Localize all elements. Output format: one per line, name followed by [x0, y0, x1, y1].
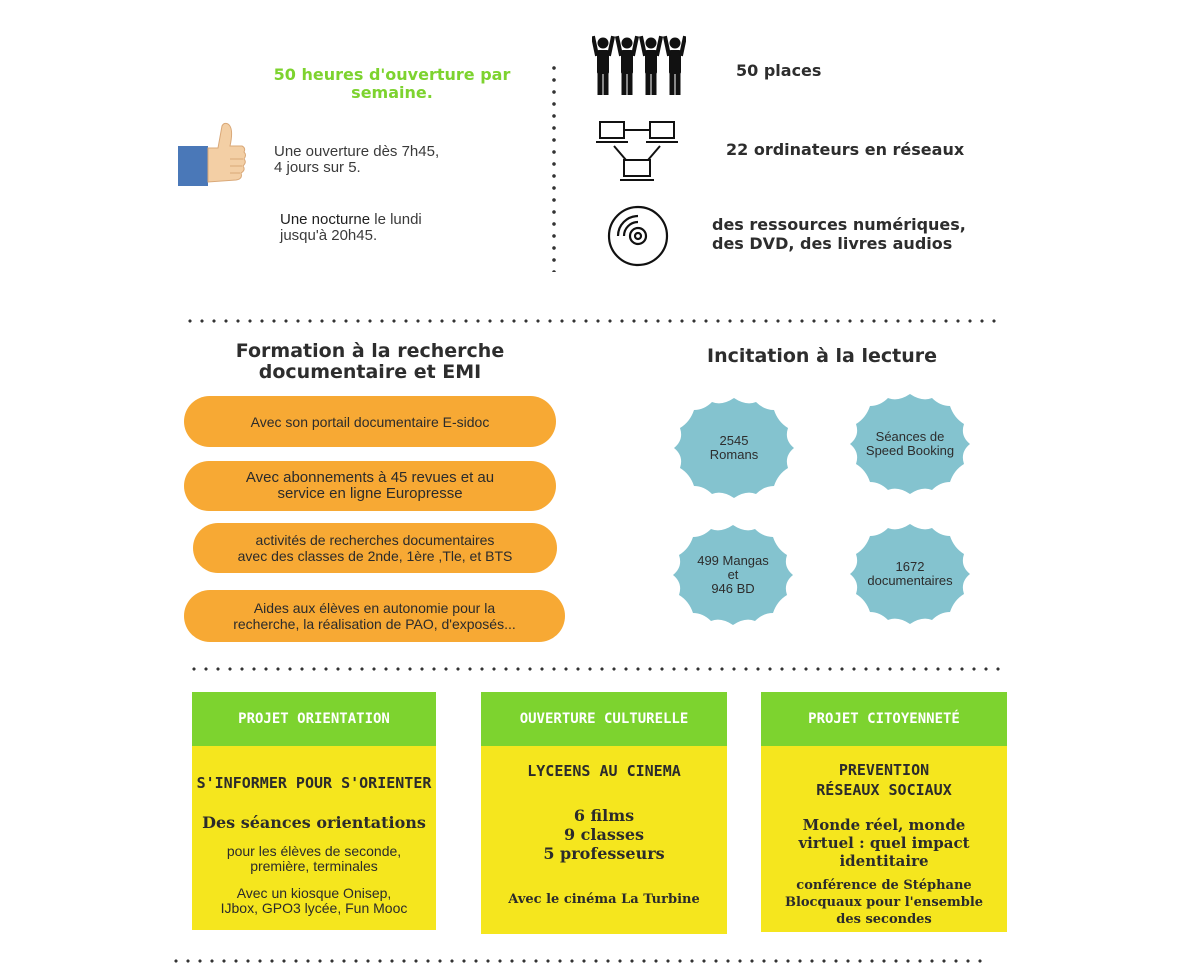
- opening-line-1: Une ouverture dès 7h45,: [274, 143, 440, 160]
- nocturne-text: [280, 212, 422, 244]
- formation-item-autonomy: [184, 590, 565, 642]
- pill-2-line-2: service en ligne Europresse: [277, 485, 463, 502]
- computers-label: 22 ordinateurs en réseaux: [726, 140, 965, 159]
- badge-1-line-2: Romans: [709, 447, 759, 462]
- pill-4-line-2: recherche, la réalisation de PAO, d'exposés...: [233, 616, 516, 632]
- nocturne-strong: Une nocturne: [280, 211, 371, 228]
- citizenship-subtitle: [761, 816, 1007, 870]
- orientation-text-1-line-2: première, terminales: [250, 858, 378, 874]
- badge-mangas-bd: [671, 523, 795, 627]
- thumbs-up-icon: [178, 122, 248, 188]
- formation-item-activities: [193, 523, 557, 573]
- badge-3-line-2: et: [727, 567, 739, 582]
- nocturne-line-2: jusqu'à 20h45.: [280, 227, 378, 244]
- nocturne-rest: le lundi: [370, 211, 422, 228]
- badge-speed-booking: [848, 392, 972, 496]
- vertical-divider: [550, 62, 558, 272]
- formation-title: [190, 341, 550, 383]
- divider-2: [188, 666, 1004, 672]
- formation-title-line-1: Formation à la recherche: [235, 340, 505, 362]
- pill-2-line-1: Avec abonnements à 45 revues et au: [245, 469, 495, 486]
- citizenship-conference: [761, 877, 1007, 928]
- network-computers-icon: [594, 120, 682, 184]
- citizenship-header: PROJET CITOYENNETÉ: [761, 692, 1007, 746]
- badge-4-line-2: documentaires: [867, 573, 953, 588]
- lecture-title: Incitation à la lecture: [707, 345, 937, 367]
- orientation-text-1-line-1: pour les élèves de seconde,: [226, 843, 402, 859]
- orientation-text-2-line-2: IJbox, GPO3 lycée, Fun Mooc: [220, 900, 408, 916]
- citizenship-sub-line-2: virtuel : quel impact: [798, 834, 970, 852]
- citizenship-conf-line-2: Blocquaux pour l'ensemble: [784, 895, 984, 910]
- culture-title: LYCEENS AU CINEMA: [527, 762, 681, 780]
- citizenship-conf-line-3: des secondes: [836, 912, 932, 927]
- citizenship-title-line-2: RÉSEAUX SOCIAUX: [816, 781, 952, 799]
- citizenship-conf-line-1: conférence de Stéphane: [796, 878, 972, 893]
- citizenship-sub-line-1: Monde réel, monde: [802, 816, 966, 834]
- badge-3-line-1: 499 Mangas: [697, 553, 769, 568]
- badge-documentaires: [848, 522, 972, 626]
- resources-line-2: des DVD, des livres audios: [712, 234, 953, 253]
- culture-teachers: 5 professeurs: [543, 844, 665, 863]
- culture-stats: [481, 806, 727, 863]
- divider-3: [170, 958, 988, 964]
- badge-romans: [672, 396, 796, 500]
- orientation-title: S'INFORMER POUR S'ORIENTER: [196, 774, 432, 792]
- formation-item-esidoc: [184, 396, 556, 447]
- badge-4-line-1: 1672: [895, 559, 925, 574]
- badge-3-line-3: 946 BD: [711, 581, 755, 596]
- places-label: 50 places: [736, 61, 822, 80]
- citizenship-title: [761, 760, 1007, 800]
- badge-2-line-2: Speed Booking: [865, 443, 955, 458]
- citizenship-title-line-1: PREVENTION: [838, 761, 930, 779]
- orientation-card: [192, 746, 436, 930]
- hours-headline: 50 heures d'ouverture par semaine.: [273, 65, 511, 102]
- culture-classes: 9 classes: [563, 825, 645, 844]
- resources-line-1: des ressources numériques,: [712, 215, 966, 234]
- culture-header: OUVERTURE CULTURELLE: [481, 692, 727, 746]
- culture-footer: Avec le cinéma La Turbine: [508, 892, 700, 907]
- divider-1: [184, 318, 1000, 324]
- citizenship-sub-line-3: identitaire: [839, 852, 929, 870]
- orientation-subtitle: Des séances orientations: [202, 813, 426, 832]
- orientation-header: PROJET ORIENTATION: [192, 692, 436, 746]
- citizenship-card: [761, 746, 1007, 932]
- pill-3-line-1: activités de recherches documentaires: [255, 532, 495, 548]
- badge-1-line-1: 2545: [719, 433, 749, 448]
- people-icon: [592, 34, 686, 96]
- formation-title-line-2: documentaire et EMI: [258, 361, 482, 383]
- disc-icon: [606, 204, 670, 268]
- opening-text: [274, 144, 439, 176]
- pill-3-line-2: avec des classes de 2nde, 1ère ,Tle, et BTS: [237, 548, 513, 564]
- orientation-text-1: [192, 844, 436, 874]
- culture-card: [481, 746, 727, 934]
- orientation-text-2-line-1: Avec un kiosque Onisep,: [236, 885, 392, 901]
- formation-item-europresse: [184, 461, 556, 511]
- badge-2-line-1: Séances de: [875, 429, 945, 444]
- pill-1-line-1: Avec son portail documentaire E-sidoc: [250, 413, 490, 430]
- opening-line-2: 4 jours sur 5.: [274, 159, 361, 176]
- orientation-text-2: [192, 886, 436, 916]
- resources-label: [712, 215, 966, 253]
- culture-films: 6 films: [573, 806, 635, 825]
- pill-4-line-1: Aides aux élèves en autonomie pour la: [253, 600, 496, 616]
